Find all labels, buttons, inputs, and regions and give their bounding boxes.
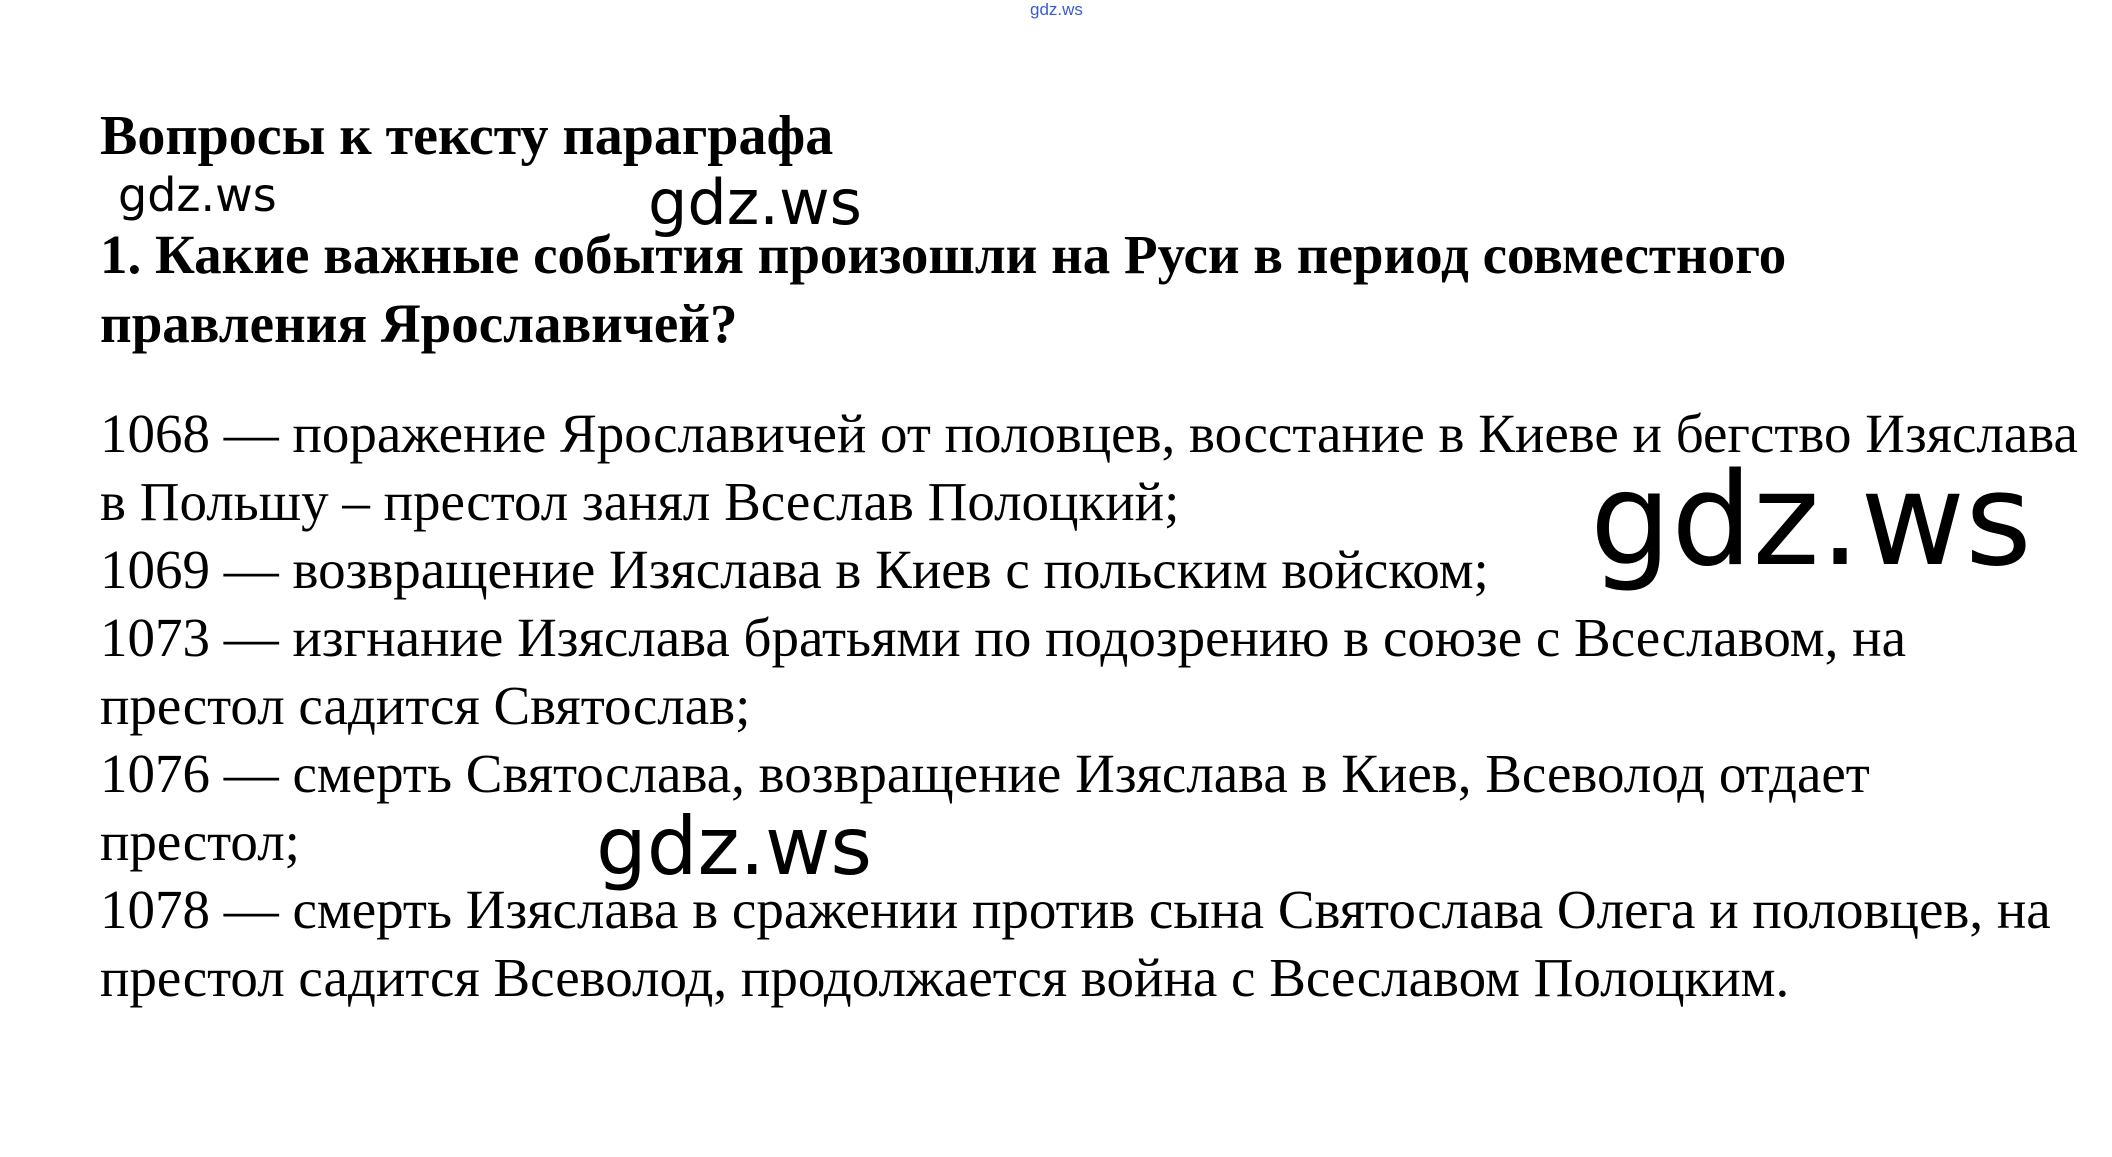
answer-line: 1069 — возвращение Изяслава в Киев с польским войском;: [100, 539, 1489, 600]
section-title: Вопросы к тексту параграфа: [100, 105, 834, 167]
answer-line: 1076 — смерть Святослава, возвращение Изяслава в Киев, Всеволод отдает престол;: [100, 743, 1870, 872]
answer-line: 1078 — смерть Изяслава в сражении против сына Святослава Олега и половцев, на престол садится Всеволод, продолжается война с Всеславом Полоцким.: [100, 879, 2051, 1008]
watermark: gdz.ws: [648, 166, 862, 239]
header-watermark: gdz.ws: [1030, 0, 1083, 19]
watermark: gdz.ws: [118, 168, 277, 222]
answer-line: 1068 — поражение Ярославичей от половцев, восстание в Киеве и бегство Изяслава в Польшу – престол занял Всеслав Полоцкий;: [100, 403, 2078, 532]
answer-line: 1073 — изгнание Изяслава братьями по подозрению в союзе с Всеславом, на престол садится Святослав;: [100, 607, 1907, 736]
question-text: 1. Какие важные события произошли на Руси в период совместного правления Ярославичей?: [100, 224, 1787, 354]
watermark: gdz.ws: [596, 800, 873, 893]
watermark: gdz.ws: [1590, 446, 2032, 595]
